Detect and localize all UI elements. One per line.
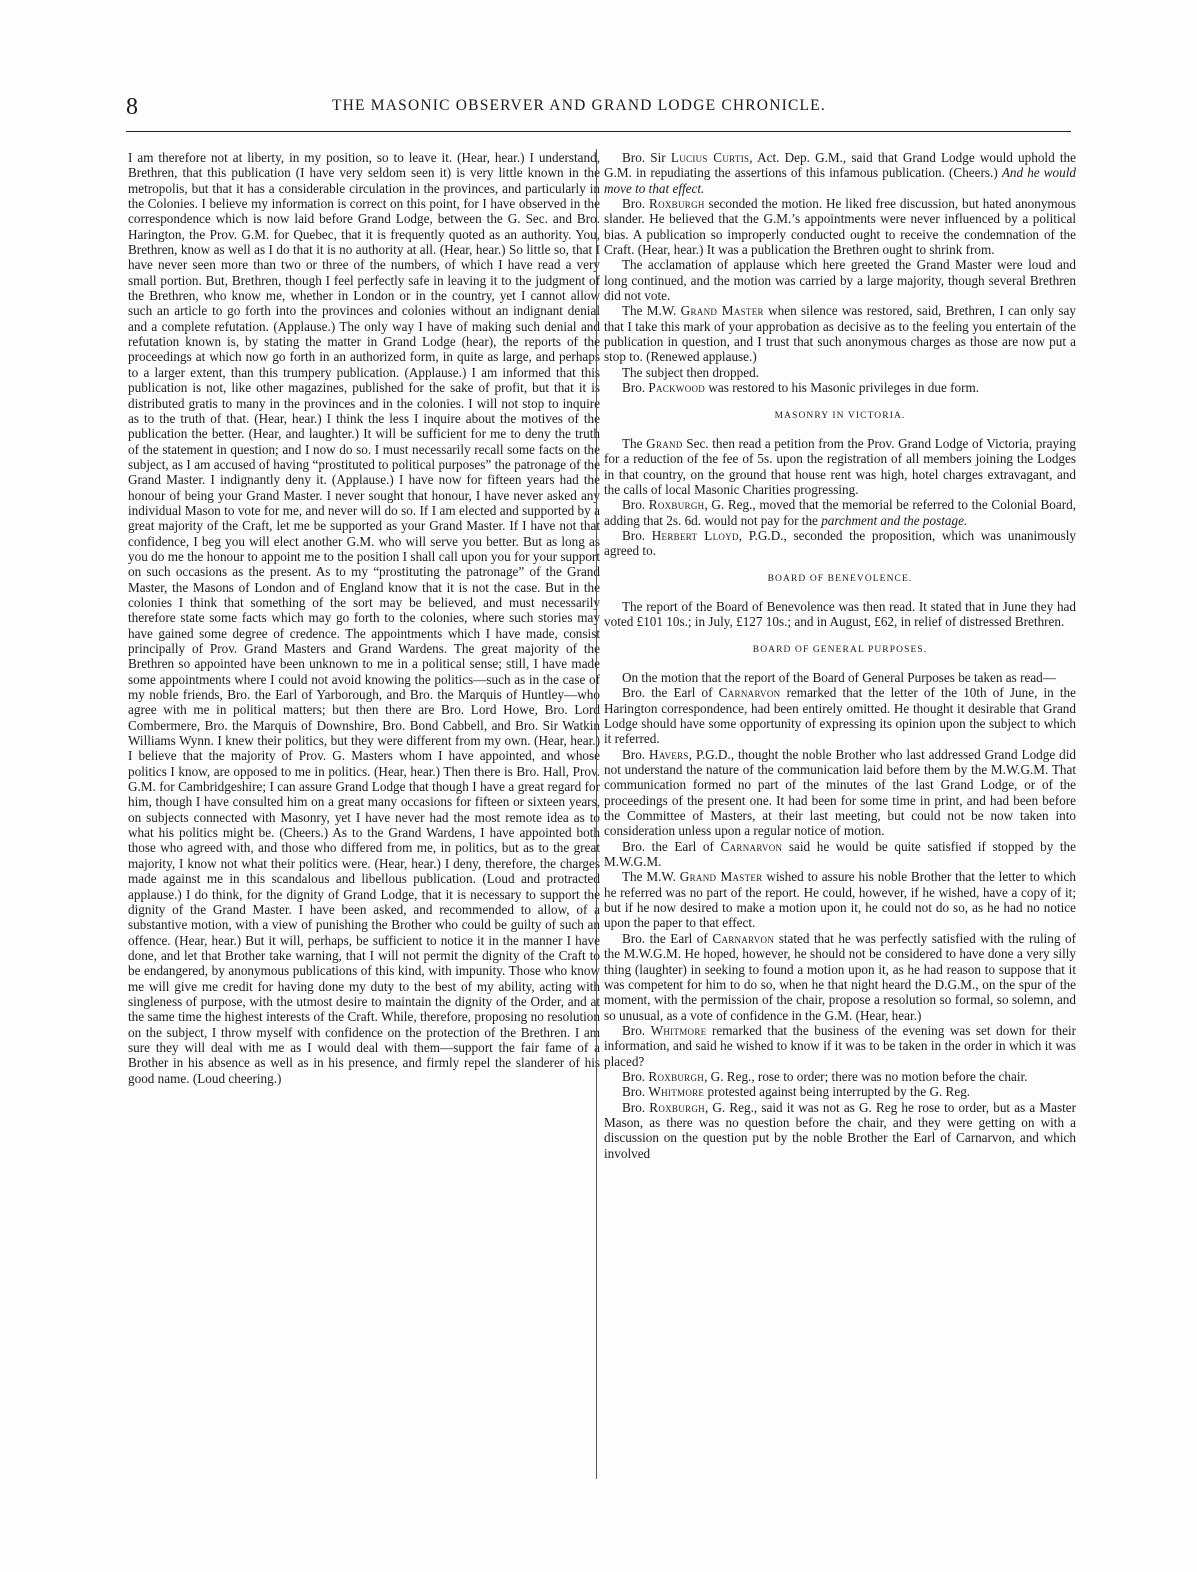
- paragraph-benevolence-report: The report of the Board of Benevolence was then read. It stated that in June they had voted £101 10s.; in July, £127 10s.; and in August, £62, in relief of distressed Brethren.: [604, 598, 1076, 630]
- paragraph-subject-dropped: The subject then dropped.: [622, 364, 759, 380]
- paragraph-grand-master-assure: The M.W. Grand Master wished to assure his noble Brother that the letter to which he referred was no part of the report. He could, however, if he wished, have a copy of it; but if he now desired to make a motion upon it, he could not do so, as he had no notice upon the paper to that effect.: [604, 869, 1076, 931]
- section-heading-benevolence: BOARD OF BENEVOLENCE.: [767, 573, 913, 584]
- paragraph-roxburgh-seconded: Bro. Roxburgh seconded the motion. He liked free discussion, but hated anonymous slander. He believed that the G.M.’s appointments were never influenced by a political bias. A publication so improperly conducted ought to receive the condemnation of the Craft. (Hear, hear.) It was a publication the Brethren ought to shrink from.: [604, 196, 1076, 258]
- speech-paragraph: I am therefore not at liberty, in my position, so to leave it. (Hear, hear.) I understand, Brethren, that this publication (I have very seldom seen it) is very little known in the metropolis, but that it has a considerable circulation in the provinces, and particularly in the Colonies. I believe my information is correct on this point, for I have observed in the correspondence which is now laid before Grand Lodge, between the G. Sec. and Bro. Harington, the Prov. G.M. for Quebec, that it is frequently quoted as an authority. You, Brethren, know as well as I do that it is no authority at all. (Hear, hear.) So little so, that I have never seen more than two or three of the numbers, of which I have read a very small portion. But, Brethren, though I feel perfectly safe in leaving it to the judgment of the Brethren, who know me, whether in London or in the country, yet I cannot allow such an article to go forth into the provinces and colonies without an indignant denial and a complete refutation. (Applause.) The only way I have of making such denial and refutation known is, by stating the matter in Grand Lodge (hear), the reports of the proceedings at which now go forth in an authorized form, in quite as large, and perhaps to a larger extent, than this trumpery publication. (Applause.) I am informed that this publication is not, like other magazines, published for the sake of profit, but that it is distributed gratis to many in the provinces and in the colonies. I will not stop to inquire as to the truth of that. (Hear, hear.) I think the less I inquire about the motives of the publication the better. (Hear, and laughter.) It will be sufficient for me to deny the truth of the statement in question; and I now do so. I must necessarily recall some facts on the subject, as I am accused of having “prostituted to political purposes” the patronage of the Grand Master. I indignantly deny it. (Applause.) I have now for fifteen years had the honour of being your Grand Master. I never sought that honour, I have never asked any individual Mason to vote for me, and never will do so. If I am elected and supported by a great majority of the Craft, let me be supported as your Grand Master. If I have not that confidence, I beg you will elect another G.M. who will serve you better. But as long as you do me the honour to appoint me to the position I shall call upon you for your support on such occasions as the present. As to my “prostituting the patronage” of the Grand Master, the Masons of London and of England know that it is not the case. But in the colonies I think that something of the sort may be believed, and must necessarily therefore state some facts which may go forth to the colonies, where such stories may have gained some degree of credence. The appointments which I have made, consist principally of Prov. Grand Masters and Grand Wardens. The great majority of the Brethren so appointed have been unknown to me in a political sense; still, I have made some appointments where I could not avoid knowing the politics—such as in the case of my noble friends, Bro. the Earl of Yarborough, and Bro. the Marquis of Huntley—who agree with me in political matters; but then there are Bro. Lord Howe, Bro. Lord Combermere, Bro. the Marquis of Downshire, Bro. Bond Cabbell, and Bro. Sir Watkin Williams Wynn. I knew their politics, but they were different from my own. (Hear, hear.) I believe that the majority of Prov. G. Masters whom I have appointed, and whose politics I know, are opposed to me in politics. (Hear, hear.) Then there is Bro. Hall, Prov. G.M. for Cambridgeshire; I can assure Grand Lodge that though I have a great regard for him, though I have consulted him on a great many occasions for fifteen or sixteen years, on subjects connected with Masonry, yet I have never had the most remote idea as to what his politics might be. (Cheers.) As to the Grand Wardens, I have appointed both those who agreed with, and those who differed from me, in politics, but as to the great majority, I know not what their politics were. (Hear, hear.) I deny, therefore, the charges made against me in this scandalous and libellous publication. (Loud and protracted applause.) I do think, for the dignity of Grand Lodge, that it is necessary to support the dignity of the Grand Master. I have been asked, and recommended to allow, of a substantive motion, with a view of punishing the Brother who could be guilty of such an offence. (Hear, hear.) But it will, perhaps, be sufficient to notice it in the manner I have done, and let that Brother take warning, that I will not permit the dignity of the Craft to be endangered, by anonymous publications of this kind, with impunity. Those who know me will give me credit for having done my duty to the best of my ability, acting with singleness of purpose, with the utmost desire to maintain the dignity of the Order, and at the same time the highest interests of the Craft. While, therefore, proposing no resolution on the subject, I throw myself with confidence on the protection of the Brethren. I am sure they will deal with me as I would deal with them—support the fair fame of a Brother in his absence as well as in his presence, and firmly repel the slanderer of his good name. (Loud cheering.): [128, 150, 600, 1086]
- paragraph-carnarvon-3: Bro. the Earl of Carnarvon stated that he was perfectly satisfied with the ruling of the M.W.G.M. He hoped, however, he should not be considered to have done a very silly thing (laughter) in seeking to found a motion upon it, as he had reason to suppose that it was competent for him to do so, when he that night heard the D.G.M., on the spur of the moment, with the permission of the chair, propose a resolution so formal, so solemn, and so unusual, as a vote of confidence in the G.M. (Hear, hear.): [604, 930, 1076, 1023]
- paragraph-roxburgh-moved: Bro. Roxburgh, G. Reg., moved that the memorial be referred to the Colonial Board, adding that 2s. 6d. would not pay for the parchment and the postage.: [604, 497, 1076, 528]
- paragraph-victoria-petition: The Grand Sec. then read a petition from the Prov. Grand Lodge of Victoria, praying for a reduction of the fee of 5s. upon the registration of all members joining the Lodges in that country, on the ground that house rent was high, hotel charges extravagant, and the calls of local Masonic Charities progressing.: [604, 435, 1076, 497]
- paragraph-motion: On the motion that the report of the Board of General Purposes be taken as read—: [622, 669, 1056, 685]
- section-heading-general-purposes: BOARD OF GENERAL PURPOSES.: [752, 644, 928, 655]
- paragraph-carnarvon-2: Bro. the Earl of Carnarvon said he would be quite satisfied if stopped by the M.W.G.M.: [604, 838, 1076, 870]
- paragraph-packwood: Bro. Packwood was restored to his Masonic privileges in due form.: [622, 380, 980, 396]
- paragraph-lloyd: Bro. Herbert Lloyd, P.G.D., seconded the proposition, which was unanimously agreed to.: [604, 527, 1076, 559]
- section-heading-victoria: MASONRY IN VICTORIA.: [774, 410, 906, 421]
- paragraph-havers: Bro. Havers, P.G.D., thought the noble Brother who last addressed Grand Lodge did not understand the nature of the communication laid before them by the M.W.G.M. That communication formed no part of the minutes of the last Grand Lodge, or of the proceedings of the present one. It had been for some time in print, and had been before the Committee of Masters, at their last meeting, but could not be now taken into consideration unless upon a regular notice of motion.: [604, 746, 1076, 839]
- paragraph-whitmore-2: Bro. Whitmore protested against being interrupted by the G. Reg.: [622, 1084, 971, 1100]
- paragraph-carnarvon-1: Bro. the Earl of Carnarvon remarked that the letter of the 10th of June, in the Harington correspondence, had been entirely omitted. He thought it desirable that Grand Lodge should have some opportunity of expressing its opinion upon the subject to which it referred.: [604, 685, 1076, 747]
- right-column: [604, 150, 1076, 1490]
- paragraph-whitmore-1: Bro. Whitmore remarked that the business of the evening was set down for their information, and said he wished to know if it was to be taken in the order in which it was placed?: [604, 1022, 1076, 1069]
- page-number: 8: [126, 94, 138, 120]
- paragraph-roxburgh-master-mason: Bro. Roxburgh, G. Reg., said it was not as G. Reg he rose to order, but as a Master Mason, as there was no question before the chair, and they were getting on with a discussion on the question put by the noble Brother the Earl of Carnarvon, and which involved: [604, 1099, 1076, 1161]
- paragraph-roxburgh-order: Bro. Roxburgh, G. Reg., rose to order; there was no motion before the chair.: [622, 1068, 1028, 1084]
- left-column: [128, 150, 600, 1490]
- header-rule: [126, 131, 1071, 132]
- running-title: THE MASONIC OBSERVER AND GRAND LODGE CHRONICLE.: [332, 97, 826, 114]
- paragraph-acclamation: The acclamation of applause which here greeted the Grand Master were loud and long continued, and the motion was carried by a large majority, though several Brethren did not vote.: [604, 257, 1076, 304]
- paragraph-grand-master-reply: The M.W. Grand Master when silence was restored, said, Brethren, I can only say that I take this mark of your approbation as decisive as to the feeling you entertain of the publication in question, and I trust that such anonymous charges as those are now put a stop to. (Renewed applause.): [604, 303, 1076, 365]
- paragraph-curtis: Bro. Sir Lucius Curtis, Act. Dep. G.M., said that Grand Lodge would uphold the G.M. in repudiating the assertions of this infamous publication. (Cheers.) And he would move to that effect.: [604, 150, 1076, 196]
- column-divider: [596, 149, 597, 1479]
- page-header: [126, 92, 1071, 126]
